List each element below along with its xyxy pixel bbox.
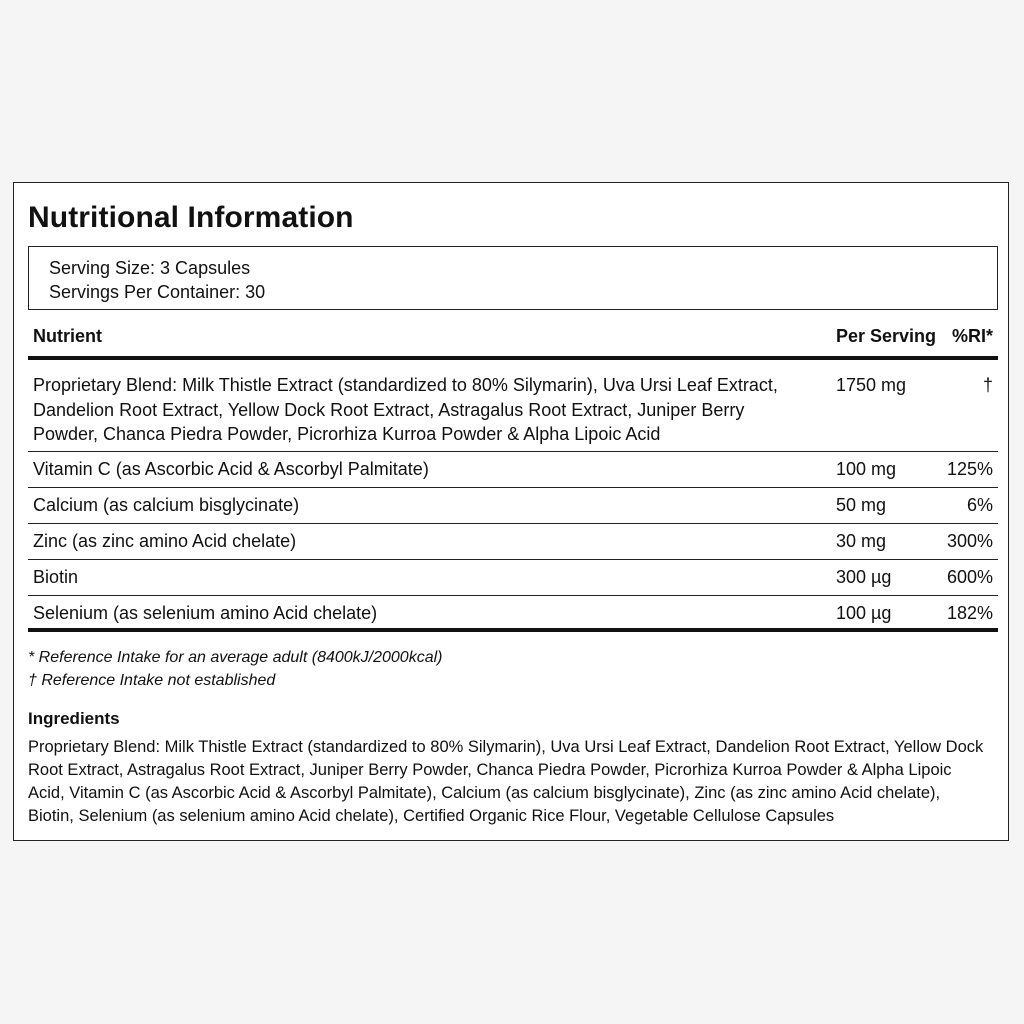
table-row bbox=[28, 596, 998, 632]
table-row bbox=[28, 560, 998, 596]
nutrient-name: Vitamin C (as Ascorbic Acid & Ascorbyl Palmitate) bbox=[33, 459, 429, 479]
nutrition-label-panel bbox=[13, 182, 1009, 841]
table-row bbox=[28, 360, 998, 452]
nutrient-amount: 1750 mg bbox=[836, 375, 907, 395]
nutrient-ri: 300% bbox=[946, 531, 993, 551]
label-title: Nutritional Information bbox=[28, 201, 354, 234]
nutrient-amount: 300 µg bbox=[836, 567, 892, 587]
footnote-reference-intake: * Reference Intake for an average adult (8400kJ/2000kcal) bbox=[28, 649, 443, 666]
table-row bbox=[28, 452, 998, 488]
nutrient-ri: † bbox=[982, 375, 993, 395]
nutrient-ri: 125% bbox=[946, 459, 993, 479]
footnote-not-established: † Reference Intake not established bbox=[28, 672, 276, 689]
nutrient-amount: 30 mg bbox=[836, 531, 887, 551]
footnotes bbox=[28, 646, 442, 692]
nutrient-ri: 182% bbox=[946, 603, 993, 623]
servings-per-container: Servings Per Container: 30 bbox=[49, 282, 266, 302]
serving-size: Serving Size: 3 Capsules bbox=[49, 258, 251, 278]
table-header bbox=[28, 323, 998, 360]
header-nutrient: Nutrient bbox=[33, 326, 102, 346]
nutrient-ri: 600% bbox=[946, 567, 993, 587]
nutrient-name: Proprietary Blend: Milk Thistle Extract (standardized to 80% Silymarin), Uva Ursi Leaf Extract, Dandelion Root Extract, Yellow Dock Root Extract, Astragalus Root Extract, Juniper Berry Powder, Chanca Piedra Powder, Picrorhiza Kurroa Powder & Alpha Lipoic Acid bbox=[33, 375, 778, 444]
nutrient-name: Zinc (as zinc amino Acid chelate) bbox=[33, 531, 297, 551]
nutrient-amount: 100 mg bbox=[836, 459, 897, 479]
nutrient-name: Calcium (as calcium bisglycinate) bbox=[33, 495, 300, 515]
table-row bbox=[28, 488, 998, 524]
nutrient-amount: 100 µg bbox=[836, 603, 892, 623]
ingredients-heading: Ingredients bbox=[28, 709, 120, 728]
ingredients-text: Proprietary Blend: Milk Thistle Extract (standardized to 80% Silymarin), Uva Ursi Leaf Extract, Dandelion Root Extract, Yellow Dock Root Extract, Astragalus Root Extract, Juniper Berry Powder, Chanca Piedra Powder, Picrorhiza Kurroa Powder & Alpha Lipoic Acid, Vitamin C (as Ascorbic Acid & Ascorbyl Palmitate), Calcium (as calcium bisglycinate), Zinc (as zinc amino Acid chelate), Biotin, Selenium (as selenium amino Acid chelate), Certified Organic Rice Flour, Vegetable Cellulose Capsules bbox=[28, 738, 984, 825]
serving-info-box bbox=[28, 246, 998, 310]
table-row bbox=[28, 524, 998, 560]
nutrient-amount: 50 mg bbox=[836, 495, 887, 515]
header-per-serving: Per Serving bbox=[836, 326, 937, 346]
header-ri: %RI* bbox=[951, 326, 993, 346]
nutrient-ri: 6% bbox=[966, 495, 993, 515]
nutrient-name: Biotin bbox=[33, 567, 79, 587]
nutrient-table bbox=[28, 323, 998, 632]
nutrient-name: Selenium (as selenium amino Acid chelate) bbox=[33, 603, 378, 623]
